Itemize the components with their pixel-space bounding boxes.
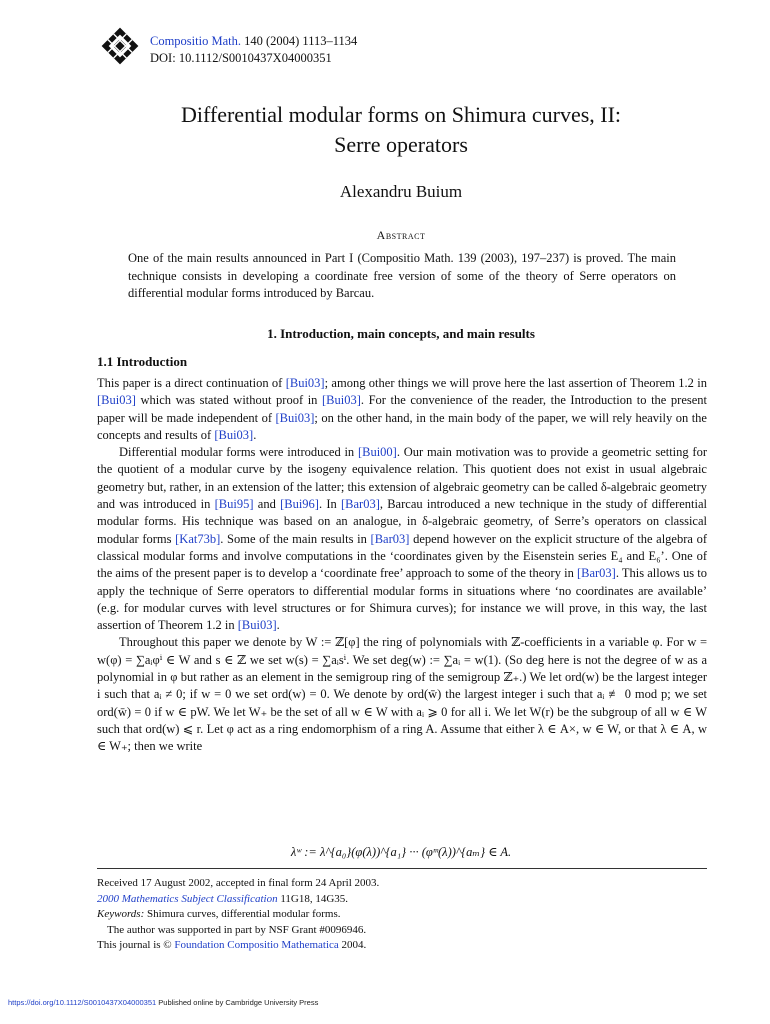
volume-info: 140 (2004) 1113–1134: [240, 34, 358, 48]
paragraph-text: . For the convenience of the reader, the Introduction to the present paper will be made independent of: [97, 393, 708, 425]
journal-note: [97, 938, 707, 954]
foundation-link[interactable]: Foundation Compositio Mathematica: [174, 939, 339, 951]
bottom-line: [8, 998, 318, 1007]
paragraph-text: .: [276, 618, 280, 633]
paper-title: [96, 100, 706, 160]
citation-link[interactable]: [Bui03]: [214, 427, 254, 442]
citation-link[interactable]: [Bui03]: [285, 376, 325, 390]
paragraph-text: . Our main motivation was to provide a geometric setting for the quotient of a modular curve by the isogeny equivalence relation. This quotient does not exist in usual algebraic geometry but, rather, in an extension of the latter; this extension of algebraic geometry can be called δ-algebraic geometry and was introduced in: [97, 445, 708, 512]
paragraph-text: depend however on the explicit structure of the algebra of classical modular forms and involve computations in the ‘coordinates given by the Eisenstein series E₄ and E₆’. One of the aims of the present paper is to develop a ‘coordinate free’ approach to some of the theory in: [97, 531, 708, 581]
journal-note-year: 2004.: [338, 939, 367, 951]
display-formula: λʷ := λ^{a₀}(φ(λ))^{a₁} ··· (φᵐ(λ))^{aₘ} ∈ A.: [290, 845, 512, 859]
subsection-heading: 1.1 Introduction: [97, 354, 188, 369]
title-line-1: Differential modular forms on Shimura curves, II:: [180, 102, 622, 127]
paragraph-text: . This allows us to apply the technique of Serre operators to differential modular forms in situations where ‘no coordinates are available’ (e.g. for modular curves with level structures or for Shimura curves); for instance we will prove, in this way, the last assertion of Theorem 1.2 in: [97, 566, 707, 633]
paragraph-1: [97, 375, 707, 444]
doi-line: DOI: 10.1112/S0010437X04000351: [150, 51, 332, 65]
paragraph-text: Differential modular forms were introduced in: [119, 445, 358, 460]
citation-link[interactable]: [Bui03]: [322, 393, 361, 408]
keywords-note: [97, 907, 707, 923]
journal-link[interactable]: Compositio Math.: [150, 34, 241, 48]
journal-note-prefix: This journal is ©: [97, 939, 175, 951]
citation-link[interactable]: [Bui00]: [357, 445, 397, 460]
published-note: Published online by Cambridge University Press: [156, 998, 319, 1007]
paragraph-text: . Some of the main results in: [220, 531, 371, 546]
paragraph-text: , Barcau introduced a new technique in the study of differential modular forms. His technique was based on an analogue, in δ-algebraic geometry, of Serre’s operators on classical modular forms: [97, 497, 707, 546]
journal-header: [150, 33, 357, 67]
msc-codes: 11G18, 14G35.: [277, 892, 349, 905]
citation-link[interactable]: [Bar03]: [340, 497, 380, 512]
msc-link[interactable]: 2000 Mathematics Subject Classification: [97, 892, 278, 905]
paragraph-3: Throughout this paper we denote by W := ℤ[φ] the ring of polynomials with ℤ-coefficients in a variable φ. For w = w(φ) = ∑aᵢφⁱ ∈ W and s ∈ ℤ we set w(s) = ∑aᵢsⁱ. We set deg(w) := ∑aᵢ = w(1). (So deg here is not the degree of w as a polynomial in φ but rather as an element in the semigroup ring of the semigroup ℤ₊.) We let ord(w) be the largest integer i such that aᵢ ≠ 0; if w = 0 we set ord(w) = 0. We denote by ord(w̄) the largest integer i such that aᵢ ≢ 0 mod p; we set ord(w̄) = 0 if w ∈ pW. We let W₊ be the set of all w ∈ W with aᵢ ⩾ 0 for all i. We let W(r) be the subgroup of all w ∈ W such that ord(w) ⩽ r. Let φ act as a ring endomorphism of a ring A. Assume that either λ ∈ A×, w ∈ W, or that λ ∈ A, w ∈ W₊; then we write: [97, 635, 707, 754]
paragraph-2: [97, 444, 707, 634]
body-text: [97, 375, 707, 756]
support-note: The author was supported in part by NSF Grant #0096946.: [107, 923, 367, 936]
paragraph-text: which was stated without proof in: [135, 393, 322, 408]
paragraph-text: .: [253, 427, 257, 442]
journal-logo: [96, 26, 144, 66]
doi-url-link[interactable]: https://doi.org/10.1112/S0010437X04000351: [8, 998, 157, 1007]
received-note: Received 17 August 2002, accepted in final form 24 April 2003.: [97, 877, 380, 889]
paragraph-text: . In: [318, 497, 341, 512]
author-name: Alexandru Buium: [339, 182, 463, 201]
paragraph-text: This paper is a direct continuation of: [97, 376, 286, 390]
footnote-rule: [97, 868, 707, 869]
citation-link[interactable]: [Bui03]: [275, 410, 315, 425]
citation-link[interactable]: [Bar03]: [576, 566, 616, 581]
citation-link[interactable]: [Bui03]: [97, 393, 136, 408]
journal-citation: [150, 33, 357, 50]
citation-link[interactable]: [Kat73b]: [175, 531, 221, 546]
paragraph-text: ; on the other hand, in the main body of the paper, we will rely heavily on the concepts and results of: [97, 410, 707, 442]
footnotes: [97, 876, 707, 954]
keywords-label: Keywords:: [97, 908, 145, 920]
msc-note: [97, 892, 707, 908]
citation-link[interactable]: [Bar03]: [370, 531, 410, 546]
title-line-2: Serre operators: [334, 132, 468, 157]
citation-link[interactable]: [Bui95]: [214, 497, 254, 512]
section-heading: 1. Introduction, main concepts, and main results: [267, 326, 535, 341]
abstract-text: One of the main results announced in Part I (Compositio Math. 139 (2003), 197–237) is proved. The main technique consists in developing a coordinate free version of some of the theory of Serre operators on differential modular forms introduced by Barcau.: [128, 251, 676, 300]
paragraph-text: ; among other things we will prove here the last assertion of Theorem 1.2 in: [324, 376, 707, 390]
paragraph-text: and: [253, 497, 281, 512]
keywords-text: Shimura curves, differential modular forms.: [144, 908, 341, 920]
citation-link[interactable]: [Bui96]: [280, 497, 319, 512]
abstract-heading: Abstract: [376, 228, 426, 242]
citation-link[interactable]: [Bui03]: [237, 618, 277, 633]
